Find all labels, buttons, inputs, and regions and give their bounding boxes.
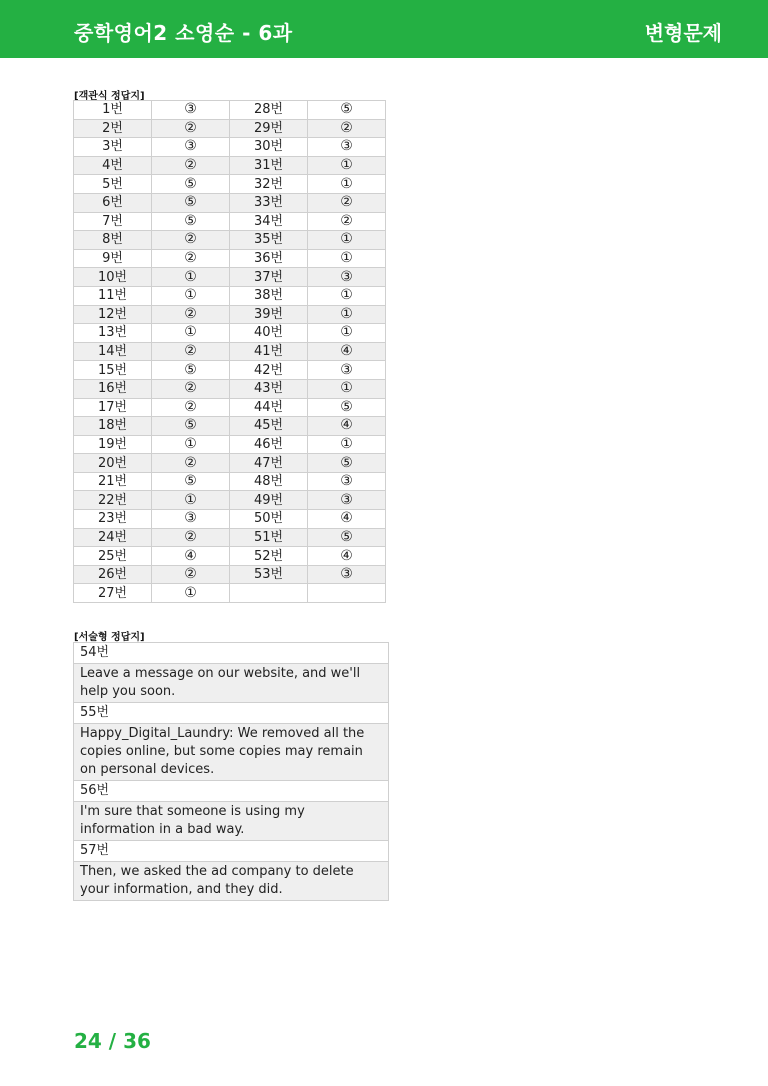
answer-choice: ① bbox=[152, 286, 230, 305]
header-bar bbox=[0, 0, 768, 58]
answer-choice: ① bbox=[152, 324, 230, 343]
table-row bbox=[74, 528, 386, 547]
question-number: 22번 bbox=[74, 491, 152, 510]
table-row bbox=[74, 703, 389, 724]
answer-choice: ③ bbox=[308, 268, 386, 287]
answer-text: Leave a message on our website, and we'll help you soon. bbox=[74, 664, 389, 703]
question-number: 38번 bbox=[230, 286, 308, 305]
question-number: 4번 bbox=[74, 156, 152, 175]
answer-choice: ③ bbox=[152, 101, 230, 120]
table-row bbox=[74, 547, 386, 566]
question-number: 18번 bbox=[74, 417, 152, 436]
answer-choice: ③ bbox=[308, 491, 386, 510]
answer-choice: ⑤ bbox=[152, 417, 230, 436]
answer-choice: ① bbox=[308, 249, 386, 268]
question-number: 37번 bbox=[230, 268, 308, 287]
answer-choice: ⑤ bbox=[152, 472, 230, 491]
answer-choice: ② bbox=[152, 565, 230, 584]
answer-choice: ④ bbox=[152, 547, 230, 566]
question-number: 15번 bbox=[74, 361, 152, 380]
table-row bbox=[74, 565, 386, 584]
question-number: 54번 bbox=[74, 643, 389, 664]
question-number: 19번 bbox=[74, 435, 152, 454]
question-number: 24번 bbox=[74, 528, 152, 547]
answer-choice: ② bbox=[152, 398, 230, 417]
table-row bbox=[74, 305, 386, 324]
answer-choice: ② bbox=[152, 342, 230, 361]
answer-choice: ⑤ bbox=[152, 193, 230, 212]
question-number: 40번 bbox=[230, 324, 308, 343]
answer-choice: ② bbox=[308, 193, 386, 212]
question-number: 33번 bbox=[230, 193, 308, 212]
question-number: 3번 bbox=[74, 138, 152, 157]
answer-choice: ⑤ bbox=[308, 454, 386, 473]
answer-choice: ① bbox=[308, 379, 386, 398]
question-number: 6번 bbox=[74, 193, 152, 212]
answer-choice: ② bbox=[308, 212, 386, 231]
question-number: 34번 bbox=[230, 212, 308, 231]
question-number: 35번 bbox=[230, 231, 308, 250]
answer-choice: ② bbox=[152, 231, 230, 250]
answer-choice: ⑤ bbox=[152, 361, 230, 380]
table-row bbox=[74, 510, 386, 529]
answer-text: Then, we asked the ad company to delete your information, and they did. bbox=[74, 862, 389, 901]
answer-choice: ① bbox=[308, 175, 386, 194]
answer-choice: ③ bbox=[308, 472, 386, 491]
answer-choice: ② bbox=[152, 249, 230, 268]
table-row bbox=[74, 156, 386, 175]
table-row bbox=[74, 584, 386, 603]
answer-choice: ⑤ bbox=[308, 528, 386, 547]
table-row bbox=[74, 862, 389, 901]
table-row bbox=[74, 398, 386, 417]
question-number: 9번 bbox=[74, 249, 152, 268]
answer-choice: ③ bbox=[308, 361, 386, 380]
table-row bbox=[74, 802, 389, 841]
question-number: 28번 bbox=[230, 101, 308, 120]
table-row bbox=[74, 664, 389, 703]
multiple-choice-label: [객관식 정답지] bbox=[74, 91, 145, 102]
answer-text: Happy_Digital_Laundry: We removed all the copies online, but some copies may remain on personal devices. bbox=[74, 724, 389, 781]
table-row bbox=[74, 342, 386, 361]
table-row bbox=[74, 175, 386, 194]
answer-choice: ② bbox=[308, 119, 386, 138]
question-number: 48번 bbox=[230, 472, 308, 491]
question-number: 11번 bbox=[74, 286, 152, 305]
question-number: 16번 bbox=[74, 379, 152, 398]
answer-choice: ② bbox=[152, 379, 230, 398]
table-row bbox=[74, 324, 386, 343]
answer-choice: ③ bbox=[152, 138, 230, 157]
table-row bbox=[74, 212, 386, 231]
page-number: 24 / 36 bbox=[74, 1029, 151, 1053]
question-number: 47번 bbox=[230, 454, 308, 473]
answer-choice: ③ bbox=[152, 510, 230, 529]
short-answer-label: [서술형 정답지] bbox=[74, 632, 145, 643]
answer-choice: ② bbox=[152, 305, 230, 324]
question-number: 52번 bbox=[230, 547, 308, 566]
table-row bbox=[74, 417, 386, 436]
answer-choice: ② bbox=[152, 156, 230, 175]
question-number: 7번 bbox=[74, 212, 152, 231]
question-number: 44번 bbox=[230, 398, 308, 417]
question-number: 56번 bbox=[74, 781, 389, 802]
answer-text: I'm sure that someone is using my information in a bad way. bbox=[74, 802, 389, 841]
multiple-choice-answer-table bbox=[73, 100, 386, 603]
question-number: 29번 bbox=[230, 119, 308, 138]
question-number: 10번 bbox=[74, 268, 152, 287]
table-row bbox=[74, 268, 386, 287]
answer-choice: ② bbox=[152, 528, 230, 547]
answer-choice: ③ bbox=[308, 565, 386, 584]
question-number: 5번 bbox=[74, 175, 152, 194]
question-number: 43번 bbox=[230, 379, 308, 398]
question-number: 26번 bbox=[74, 565, 152, 584]
question-number: 8번 bbox=[74, 231, 152, 250]
document-title: 중학영어2 소영순 - 6과 bbox=[74, 21, 293, 45]
answer-choice: ① bbox=[152, 268, 230, 287]
answer-choice: ① bbox=[308, 435, 386, 454]
question-number: 50번 bbox=[230, 510, 308, 529]
question-number: 57번 bbox=[74, 841, 389, 862]
table-row bbox=[74, 643, 389, 664]
short-answer-table bbox=[73, 642, 389, 901]
question-number: 49번 bbox=[230, 491, 308, 510]
question-number: 31번 bbox=[230, 156, 308, 175]
document-type: 변형문제 bbox=[644, 21, 722, 45]
table-row bbox=[74, 101, 386, 120]
table-row bbox=[74, 435, 386, 454]
question-number: 53번 bbox=[230, 565, 308, 584]
answer-choice: ④ bbox=[308, 417, 386, 436]
question-number: 55번 bbox=[74, 703, 389, 724]
question-number: 12번 bbox=[74, 305, 152, 324]
question-number: 13번 bbox=[74, 324, 152, 343]
table-row bbox=[74, 249, 386, 268]
answer-choice: ① bbox=[308, 231, 386, 250]
question-number: 36번 bbox=[230, 249, 308, 268]
answer-choice: ① bbox=[152, 435, 230, 454]
question-number: 41번 bbox=[230, 342, 308, 361]
question-number: 20번 bbox=[74, 454, 152, 473]
question-number: 25번 bbox=[74, 547, 152, 566]
answer-choice: ⑤ bbox=[152, 212, 230, 231]
answer-choice: ① bbox=[308, 324, 386, 343]
question-number: 46번 bbox=[230, 435, 308, 454]
question-number: 30번 bbox=[230, 138, 308, 157]
table-row bbox=[74, 724, 389, 781]
question-number: 17번 bbox=[74, 398, 152, 417]
table-row bbox=[74, 119, 386, 138]
table-row bbox=[74, 379, 386, 398]
table-row bbox=[74, 841, 389, 862]
answer-choice: ① bbox=[152, 584, 230, 603]
answer-choice: ⑤ bbox=[152, 175, 230, 194]
answer-choice bbox=[308, 584, 386, 603]
question-number: 42번 bbox=[230, 361, 308, 380]
table-row bbox=[74, 472, 386, 491]
table-row bbox=[74, 138, 386, 157]
answer-choice: ① bbox=[152, 491, 230, 510]
answer-choice: ① bbox=[308, 286, 386, 305]
table-row bbox=[74, 781, 389, 802]
question-number: 21번 bbox=[74, 472, 152, 491]
answer-choice: ④ bbox=[308, 510, 386, 529]
answer-choice: ⑤ bbox=[308, 101, 386, 120]
question-number: 27번 bbox=[74, 584, 152, 603]
question-number: 2번 bbox=[74, 119, 152, 138]
question-number: 32번 bbox=[230, 175, 308, 194]
question-number: 45번 bbox=[230, 417, 308, 436]
answer-choice: ③ bbox=[308, 138, 386, 157]
answer-choice: ② bbox=[152, 454, 230, 473]
table-row bbox=[74, 231, 386, 250]
answer-choice: ① bbox=[308, 305, 386, 324]
table-row bbox=[74, 454, 386, 473]
question-number: 51번 bbox=[230, 528, 308, 547]
table-row bbox=[74, 361, 386, 380]
answer-choice: ① bbox=[308, 156, 386, 175]
answer-choice: ④ bbox=[308, 547, 386, 566]
question-number: 14번 bbox=[74, 342, 152, 361]
answer-choice: ④ bbox=[308, 342, 386, 361]
question-number: 23번 bbox=[74, 510, 152, 529]
question-number: 39번 bbox=[230, 305, 308, 324]
table-row bbox=[74, 491, 386, 510]
question-number: 1번 bbox=[74, 101, 152, 120]
table-row bbox=[74, 286, 386, 305]
question-number bbox=[230, 584, 308, 603]
answer-choice: ⑤ bbox=[308, 398, 386, 417]
table-row bbox=[74, 193, 386, 212]
answer-choice: ② bbox=[152, 119, 230, 138]
